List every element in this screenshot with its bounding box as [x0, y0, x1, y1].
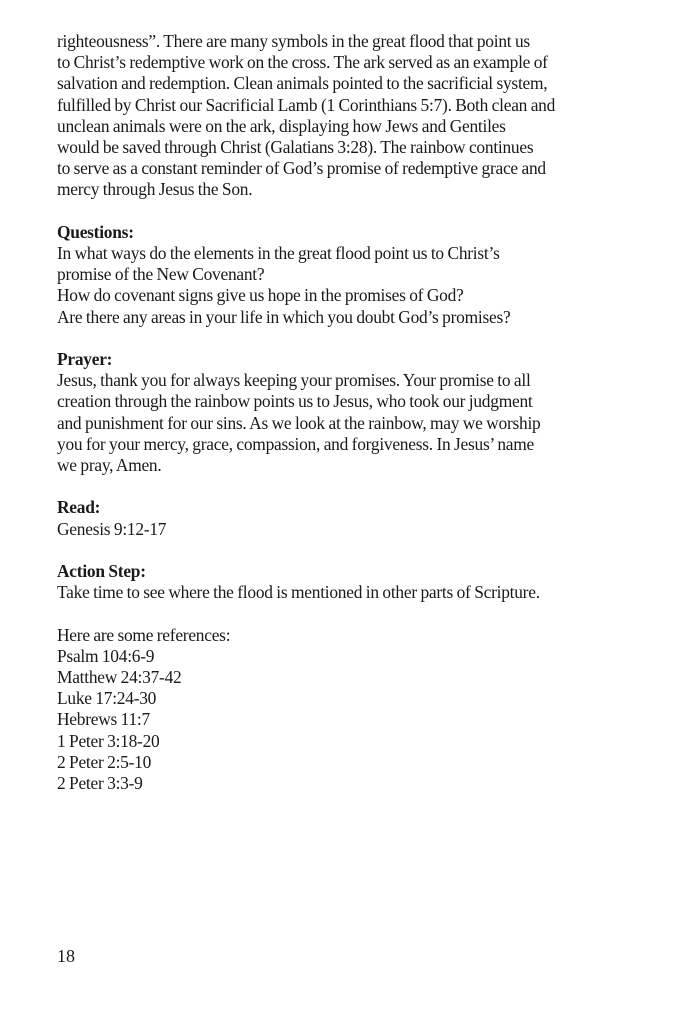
- page-content: [57, 31, 657, 794]
- prayer-heading: Prayer:: [57, 349, 113, 370]
- intro-line: salvation and redemption. Clean animals pointed to the sacrificial system,: [57, 73, 548, 94]
- questions-section: [57, 222, 657, 328]
- reference-item: 2 Peter 3:3-9: [57, 773, 143, 794]
- intro-line: mercy through Jesus the Son.: [57, 179, 253, 200]
- intro-line: to Christ’s redemptive work on the cross. The ark served as an example of: [57, 52, 548, 73]
- question-line: In what ways do the elements in the great flood point us to Christ’s: [57, 243, 500, 264]
- intro-line: would be saved through Christ (Galatians 3:28). The rainbow continues: [57, 137, 534, 158]
- reference-item: Psalm 104:6-9: [57, 645, 155, 666]
- read-reference: Genesis 9:12-17: [57, 518, 167, 539]
- prayer-text: [57, 370, 657, 476]
- read-heading: Read:: [57, 497, 101, 518]
- intro-paragraph: [57, 31, 657, 201]
- prayer-line: and punishment for our sins. As we look at the rainbow, may we worship: [57, 412, 541, 433]
- action-step-heading: Action Step:: [57, 561, 146, 582]
- action-step-section: [57, 561, 657, 603]
- question-line: How do covenant signs give us hope in the promises of God?: [57, 285, 464, 306]
- action-step-text: Take time to see where the flood is mentioned in other parts of Scripture.: [57, 582, 540, 603]
- reference-item: Matthew 24:37-42: [57, 667, 182, 688]
- references-section: [57, 625, 657, 795]
- question-line: promise of the New Covenant?: [57, 264, 265, 285]
- prayer-line: you for your mercy, grace, compassion, and forgiveness. In Jesus’ name: [57, 433, 535, 454]
- reference-item: 1 Peter 3:18-20: [57, 730, 160, 751]
- references-intro: Here are some references:: [57, 624, 231, 645]
- reference-item: 2 Peter 2:5-10: [57, 751, 152, 772]
- intro-line: righteousness”. There are many symbols in the great flood that point us: [57, 31, 530, 51]
- intro-line: unclean animals were on the ark, displaying how Jews and Gentiles: [57, 115, 506, 136]
- read-section: [57, 497, 657, 539]
- intro-line: to serve as a constant reminder of God’s promise of redemptive grace and: [57, 158, 546, 179]
- intro-line: fulfilled by Christ our Sacrificial Lamb (1 Corinthians 5:7). Both clean and: [57, 94, 556, 115]
- questions-list: [57, 243, 657, 328]
- reference-item: Hebrews 11:7: [57, 709, 150, 730]
- prayer-section: [57, 349, 657, 476]
- questions-heading: Questions:: [57, 221, 134, 242]
- references-list: [57, 646, 657, 794]
- prayer-line: Jesus, thank you for always keeping your promises. Your promise to all: [57, 370, 531, 391]
- page-number: 18: [57, 946, 75, 966]
- question-line: Are there any areas in your life in which you doubt God’s promises?: [57, 306, 511, 327]
- prayer-line: we pray, Amen.: [57, 455, 162, 476]
- prayer-line: creation through the rainbow points us to Jesus, who took our judgment: [57, 391, 533, 412]
- reference-item: Luke 17:24-30: [57, 688, 157, 709]
